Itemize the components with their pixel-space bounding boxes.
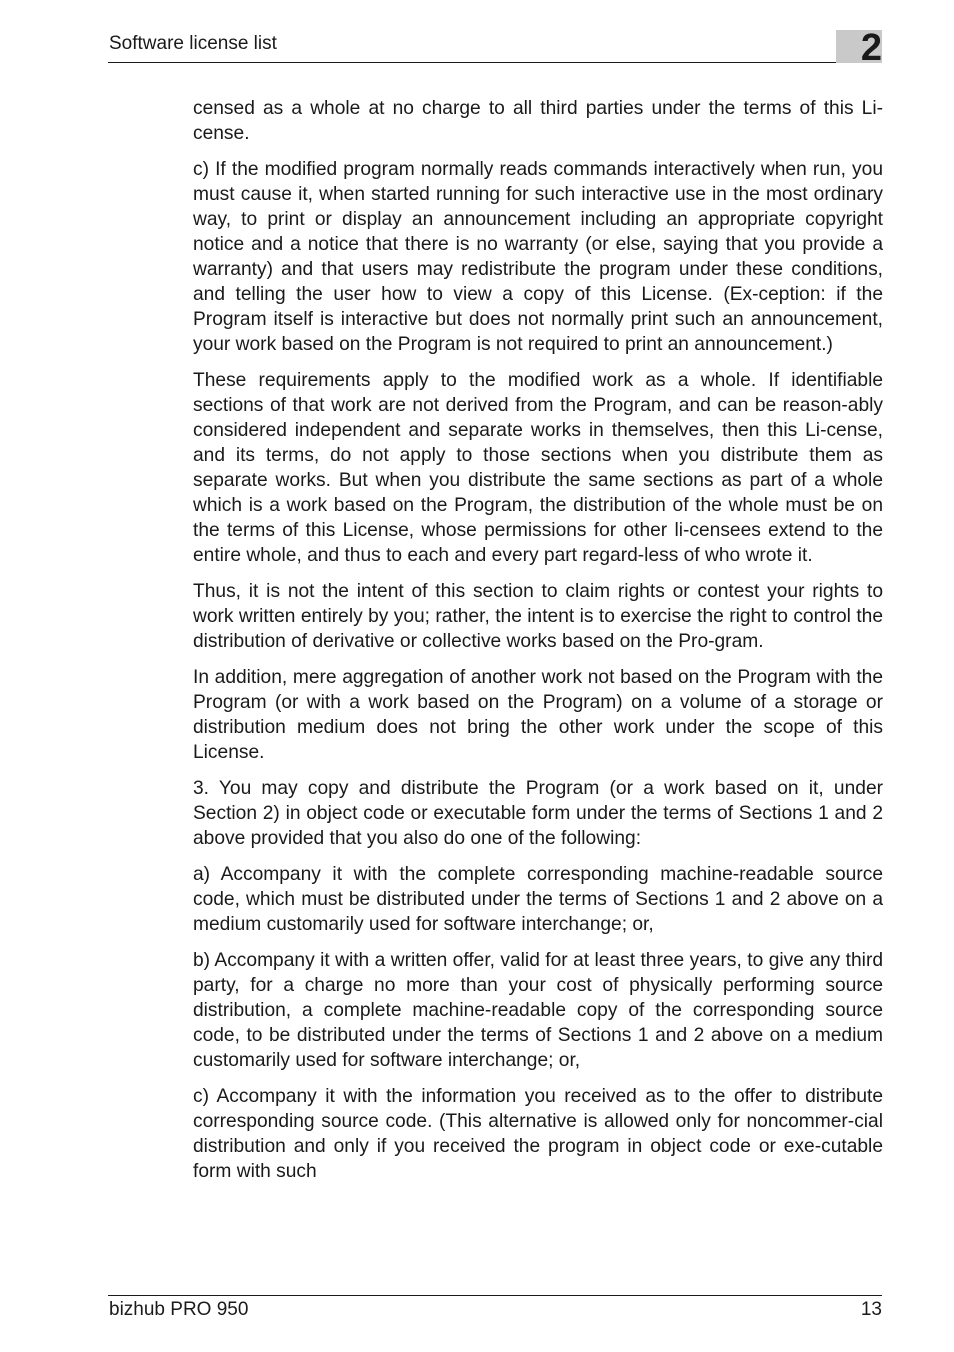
paragraph: c) Accompany it with the information you received as to the offer to distribute corresponding source code. (This alternative is allowed only for noncommer-cial distribution and only if you received the program in object code or exe-cutable form with such — [193, 1086, 883, 1182]
paragraph: a) Accompany it with the complete corresponding machine-readable source code, which must be distributed under the terms of Sections 1 and 2 above on a medium customarily used for software interchange; or, — [193, 864, 883, 935]
paragraph: These requirements apply to the modified work as a whole. If identifiable sections of that work are not derived from the Program, and can be reason-ably considered independent and separate works in themselves, then this Li-cense, and its terms, do not apply to those sections when you distribute them as separate works. But when you distribute the same sections as part of a whole which is a work based on the Program, the distribution of the whole must be on the terms of this License, whose permissions for other li-censees extend to the entire whole, and thus to each and every part regard-less of who wrote it. — [193, 370, 883, 566]
chapter-tab — [836, 27, 882, 69]
footer-product-name: bizhub PRO 950 — [109, 1299, 249, 1320]
chapter-number: 2 — [860, 27, 882, 69]
body-text — [193, 96, 883, 1195]
page-footer — [108, 1295, 882, 1325]
header-divider — [108, 62, 882, 63]
page-header — [108, 30, 882, 64]
paragraph: b) Accompany it with a written offer, valid for at least three years, to give any third party, for a charge no more than your cost of physically performing source distribution, a complete machine-readable copy of the corresponding source code, to be distributed under the terms of Sections 1 and 2 above on a medium customarily used for software interchange; or, — [193, 950, 883, 1071]
paragraph: censed as a whole at no charge to all third parties under the terms of this Li-cense. — [193, 98, 883, 144]
paragraph: Thus, it is not the intent of this section to claim rights or contest your rights to work written entirely by you; rather, the intent is to exercise the right to control the distribution of derivative or collective works based on the Pro-gram. — [193, 581, 883, 652]
footer-divider — [108, 1295, 882, 1296]
paragraph: 3. You may copy and distribute the Program (or a work based on it, under Section 2) in object code or executable form under the terms of Sections 1 and 2 above provided that you also do one of the following: — [193, 778, 883, 849]
paragraph: In addition, mere aggregation of another work not based on the Program with the Program (or with a work based on the Program) on a volume of a storage or distribution medium does not bring the other work under the scope of this License. — [193, 667, 883, 763]
paragraph: c) If the modified program normally reads commands interactively when run, you must cause it, when started running for such interactive use in the most ordinary way, to print or display an announcement including an appropriate copyright notice and a notice that there is no warranty (or else, saying that you provide a warranty) and that users may redistribute the program under these conditions, and telling the user how to view a copy of this License. (Ex-ception: if the Program itself is interactive but does not normally print such an announcement, your work based on the Program is not required to print an announcement.) — [193, 159, 883, 355]
page-number: 13 — [860, 1299, 882, 1320]
header-title: Software license list — [109, 33, 277, 54]
